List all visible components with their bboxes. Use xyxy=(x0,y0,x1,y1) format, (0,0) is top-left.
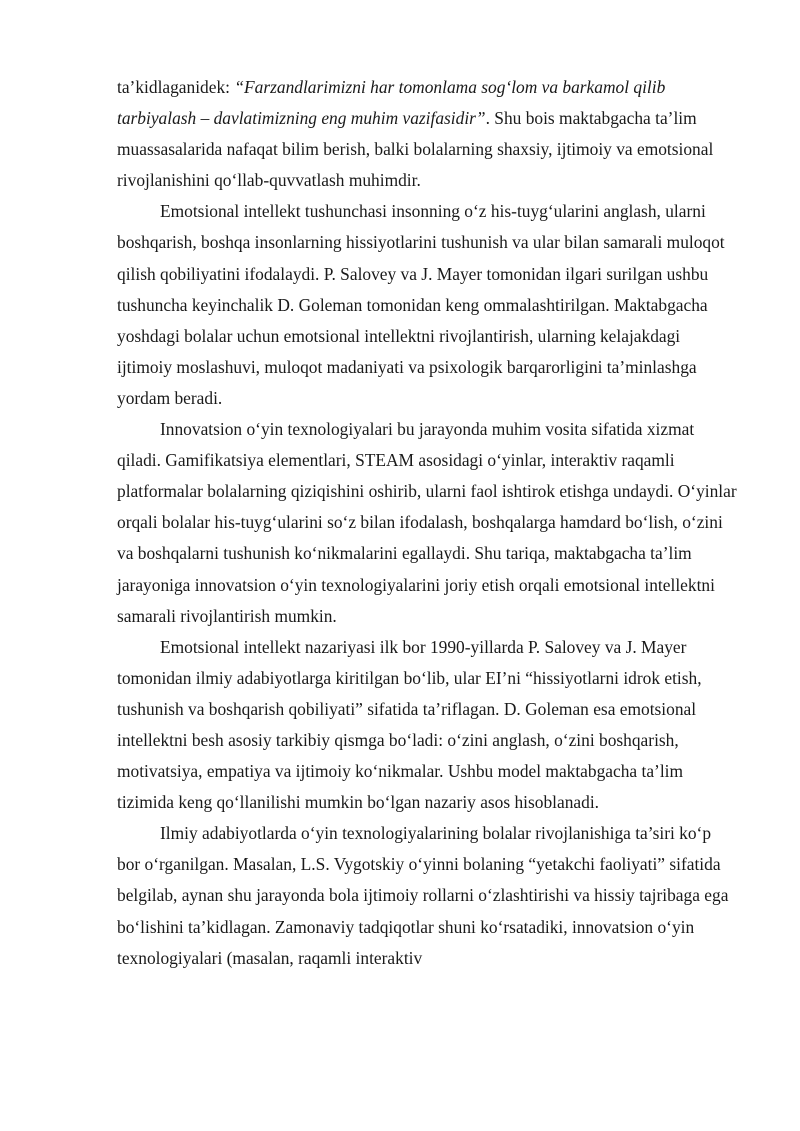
document-body xyxy=(117,72,737,974)
paragraph-1 xyxy=(117,72,737,196)
president-quote: “Farzandlarimizni har tomonlama sog‘lom va barkamol qilib tarbiyalash – davlatimizning eng muhim vazifasidir” xyxy=(117,77,666,129)
paragraph-1-lead: ta’kidlaganidek: xyxy=(117,77,235,97)
paragraph-1-rest: . Shu bois maktabgacha ta’lim muassasalarida nafaqat bilim berish, balki bolalarning shaxsiy, ijtimoiy va emotsional rivojlanishini qo‘llab-quvvatlash muhimdir. xyxy=(117,108,714,191)
paragraph-4: Emotsional intellekt nazariyasi ilk bor 1990-yillarda P. Salovey va J. Mayer tomonidan ilmiy adabiyotlarga kiritilgan bo‘lib, ular EI’ni “hissiyotlarni idrok etish, tushunish va boshqarish qobiliyati” sifatida ta’riflagan. D. Goleman esa emotsional intellektni besh asosiy tarkibiy qismga bo‘ladi: o‘zini anglash, o‘zini boshqarish, motivatsiya, empatiya va ijtimoiy ko‘nikmalar. Ushbu model maktabgacha ta’lim tizimida keng qo‘llanilishi mumkin bo‘lgan nazariy asos hisoblanadi. xyxy=(117,636,702,813)
paragraph-2: Emotsional intellekt tushunchasi insonning o‘z his-tuyg‘ularini anglash, ularni boshqarish, boshqa insonlarning hissiyotlarini tushunish va ular bilan samarali muloqot qilish qobiliyatini ifodalaydi. P. Salovey va J. Mayer tomonidan ilgari surilgan ushbu tushuncha keyinchalik D. Goleman tomonidan keng ommalashtirilgan. Maktabgacha yoshdagi bolalar uchun emotsional intellektni rivojlantirish, ularning kelajakdagi ijtimoiy moslashuvi, muloqot madaniyati va psixologik barqarorligini ta’minlashga yordam beradi. xyxy=(117,201,725,408)
paragraph-3: Innovatsion o‘yin texnologiyalari bu jarayonda muhim vosita sifatida xizmat qiladi. Gamifikatsiya elementlari, STEAM asosidagi o‘yinlar, interaktiv raqamli platformalar bolalarning qiziqishini oshirib, ularni faol ishtirok etishga undaydi. O‘yinlar orqali bolalar his-tuyg‘ularini so‘z bilan ifodalash, boshqalarga hamdard bo‘lish, o‘zini va boshqalarni tushunish ko‘nikmalarini egallaydi. Shu tariqa, maktabgacha ta’lim jarayoniga innovatsion o‘yin texnologiyalarini joriy etish orqali emotsional intellektni samarali rivojlantirish mumkin. xyxy=(117,419,737,626)
paragraph-5: Ilmiy adabiyotlarda o‘yin texnologiyalarining bolalar rivojlanishiga ta’siri ko‘p bor o‘rganilgan. Masalan, L.S. Vygotskiy o‘yinni bolaning “yetakchi faoliyati” sifatida belgilab, aynan shu jarayonda bola ijtimoiy rollarni o‘zlashtirishi va hissiy tajribaga ega bo‘lishini ta’kidlagan. Zamonaviy tadqiqotlar shuni ko‘rsatadiki, innovatsion o‘yin texnologiyalari (masalan, raqamli interaktiv xyxy=(117,823,729,968)
